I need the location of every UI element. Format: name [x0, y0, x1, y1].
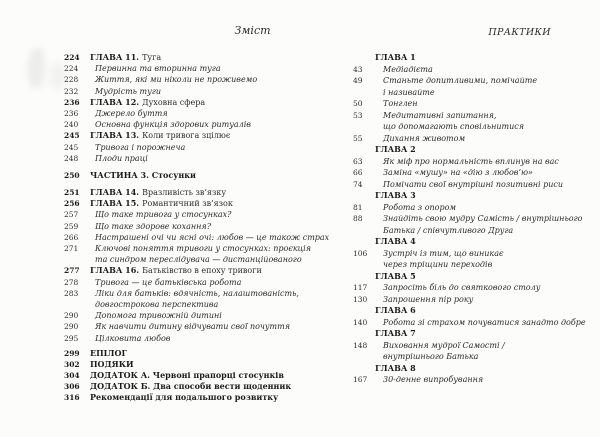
toc-entry: [64, 381, 319, 392]
entry-title: Виховання мудрої Самості /: [383, 340, 505, 350]
entry-title: Цілковита любов: [95, 333, 171, 343]
entry-page-number: 278: [64, 277, 79, 287]
entry-page-number: 259: [64, 221, 79, 231]
entry-page-number: 43: [353, 64, 363, 74]
entry-page-number: 140: [353, 317, 368, 327]
entry-title: Знайдіть свою мудру Самість / внутрішнього: [383, 214, 583, 223]
toc-entry: [353, 87, 588, 99]
entry-page-number: 228: [64, 75, 79, 85]
entry-page-number: 117: [353, 283, 368, 292]
entry-page-number: 63: [353, 156, 363, 166]
entry-chapter-label: ГЛАВА 13.: [90, 130, 140, 141]
entry-chapter-label: ГЛАВА 15.: [90, 198, 140, 209]
toc-entry: [353, 294, 588, 306]
entry-chapter-title: Коли тривога зцілює: [142, 131, 231, 141]
toc-entry: [64, 130, 319, 141]
entry-title: Ключові поняття тривоги у стосунках: проєкція: [95, 244, 312, 253]
entry-title: ПОДЯКИ: [90, 358, 134, 369]
entry-chapter-label: ГЛАВА 11.: [90, 52, 140, 62]
entry-page-number: 257: [64, 210, 79, 220]
entry-title: Дихання животом: [383, 133, 466, 143]
entry-page-number: 283: [64, 288, 79, 298]
entry-chapter-title: Романтичний зв’язок: [142, 199, 233, 209]
entry-page-number: 236: [64, 97, 80, 107]
toc-entry: [353, 271, 588, 283]
entry-title: Медитативні запитання,: [383, 110, 497, 120]
toc-entry: [64, 52, 319, 63]
entry-title: Запросіть біль до святкового столу: [383, 283, 541, 292]
entry-page-number: 50: [353, 99, 363, 108]
toc-entry: [353, 110, 588, 122]
entry-page-number: 148: [353, 340, 368, 350]
toc-entry: [64, 321, 319, 332]
toc-entry: [353, 213, 588, 225]
toc-entry: [64, 187, 319, 198]
contents-page-header: Зміст: [234, 24, 271, 37]
toc-entry: [353, 144, 588, 156]
entry-page-number: 245: [64, 142, 79, 152]
toc-entry: [353, 179, 588, 191]
entry-title: Як навчити дитину відчувати свої почуття: [95, 322, 291, 332]
entry-title: ГЛАВА 5: [375, 270, 416, 281]
entry-title: Тонглен: [383, 99, 418, 108]
entry-title: Життя, які ми ніколи не проживемо: [95, 75, 258, 85]
entry-title: Помічати свої внутрішні позитивні риси: [383, 179, 564, 189]
entry-title: довгострокова перспектива: [95, 299, 219, 309]
entry-title: через тріщини переходів: [383, 260, 493, 269]
entry-title: ГЛАВА 6: [375, 305, 416, 315]
toc-entry: [353, 167, 588, 179]
entry-page-number: 290: [64, 311, 79, 321]
practices-page-header: ПРАКТИКИ: [488, 27, 551, 38]
entry-title: що допомагають сповільнитися: [383, 122, 525, 131]
entry-page-number: 53: [353, 110, 363, 120]
entry-title: Як міф про нормальність вплинув на вас: [383, 156, 559, 166]
entry-title: [90, 187, 226, 198]
entry-title: Батька / співчутливого Друга: [383, 225, 514, 235]
entry-chapter-label: ГЛАВА 12.: [90, 96, 140, 107]
entry-page-number: 302: [64, 359, 80, 369]
entry-title: Що таке здорове кохання?: [95, 221, 212, 231]
toc-entry: [353, 225, 588, 237]
entry-title: [90, 130, 230, 141]
entry-title: Що таке тривога у стосунках?: [95, 210, 232, 220]
entry-title: Тривога і порожнеча: [95, 142, 186, 152]
entry-chapter-title: Духовна сфера: [142, 97, 206, 107]
toc-entry: [353, 121, 588, 133]
entry-page-number: 251: [64, 188, 80, 198]
entry-title: ГЛАВА 3: [375, 190, 416, 200]
entry-title: Станьте допитливими, помічайте: [383, 76, 538, 85]
entry-page-number: 130: [353, 294, 368, 304]
entry-page-number: 277: [64, 266, 80, 276]
entry-title: ГЛАВА 8: [375, 362, 416, 373]
entry-title: і називайте: [383, 87, 435, 97]
entry-page-number: 81: [353, 202, 363, 212]
toc-entry: [64, 153, 319, 164]
entry-title: Зустріч із тим, що виникає: [383, 248, 504, 258]
toc-left-column: [64, 52, 330, 404]
entry-title: внутрішнього Батька: [383, 352, 479, 361]
entry-page-number: 290: [64, 322, 79, 332]
toc-entry: [353, 190, 588, 202]
toc-entry: [64, 333, 319, 344]
toc-entry: [64, 74, 319, 85]
entry-page-number: 167: [353, 375, 368, 384]
entry-page-number: 49: [353, 76, 363, 85]
toc-entry: [64, 348, 319, 359]
toc-entry: [353, 52, 588, 64]
toc-entry: [64, 198, 319, 209]
toc-entry: [353, 133, 588, 145]
toc-entry: [353, 156, 588, 168]
toc-entry: [64, 142, 319, 153]
entry-title: Робота зі страхом почуватися занадто добре: [383, 317, 586, 327]
entry-page-number: 256: [64, 199, 80, 209]
entry-page-number: 240: [64, 120, 79, 130]
entry-title: ГЛАВА 2: [375, 144, 416, 154]
entry-page-number: 224: [64, 53, 80, 62]
toc-entry: [64, 288, 319, 299]
entry-title: ДОДАТОК Б. Два способи вести щоденник: [90, 381, 292, 392]
entry-page-number: 74: [353, 179, 363, 189]
entry-title: Настрашені очі чи ясні очі: любов — це також страх: [95, 232, 330, 242]
toc-entry: [353, 202, 588, 214]
toc-entry: [353, 351, 588, 363]
entry-title: Допомога тривожній дитині: [95, 311, 222, 321]
entry-page-number: 224: [64, 64, 79, 74]
entry-page-number: 299: [64, 348, 80, 358]
toc-right-column: [353, 52, 588, 386]
toc-entry: [353, 98, 588, 110]
entry-page-number: 88: [353, 214, 363, 223]
entry-title: Мудрість туги: [95, 86, 161, 96]
entry-title: та синдром переслідувача — дистанційованого: [95, 255, 302, 265]
entry-title: 30-денне випробування: [383, 375, 484, 384]
toc-entry: [353, 236, 588, 248]
entry-title: Джерело буття: [95, 108, 168, 118]
entry-title: Запрошення пір року: [383, 294, 474, 304]
entry-page-number: 232: [64, 86, 79, 96]
toc-entry: [64, 209, 319, 220]
toc-entry: [64, 265, 319, 276]
toc-entry: [64, 97, 319, 108]
toc-entry: [64, 221, 319, 232]
entry-chapter-title: Вразливість зв’язку: [142, 188, 227, 198]
toc-entry: [353, 317, 588, 329]
toc-entry: [64, 370, 319, 381]
entry-title: Рекомендації для подальшого розвитку: [90, 392, 279, 403]
entry-title: [90, 198, 233, 209]
entry-page-number: 66: [353, 168, 363, 177]
entry-title: ГЛАВА 7: [375, 328, 416, 338]
entry-chapter-title: Батьківство в епоху тривоги: [142, 266, 262, 276]
toc-entry: [64, 119, 319, 130]
entry-title: Тривога — це батьківська робота: [95, 277, 242, 287]
entry-page-number: 250: [64, 170, 80, 180]
entry-page-number: 304: [64, 371, 80, 381]
toc-entry: [353, 282, 588, 294]
entry-title: ЕПІЛОГ: [90, 347, 127, 358]
entry-page-number: 306: [64, 382, 80, 392]
toc-entry: [353, 328, 588, 340]
scan-smudge: [27, 48, 45, 88]
entry-chapter-label: ГЛАВА 14.: [90, 187, 140, 198]
entry-page-number: 245: [64, 131, 80, 141]
toc-entry: [64, 232, 330, 243]
entry-title: Робота з опором: [383, 202, 457, 212]
entry-title: Медіадієта: [383, 64, 433, 74]
entry-page-number: 271: [64, 244, 79, 253]
entry-title: Заміна «мушу» на «дію з любов’ю»: [383, 168, 533, 177]
toc-entry: [353, 259, 588, 271]
toc-entry: [353, 374, 588, 386]
entry-title: [90, 52, 161, 63]
entry-page-number: 266: [64, 232, 79, 242]
entry-title: ЧАСТИНА 3. Стосунки: [90, 169, 196, 180]
toc-entry: [353, 248, 588, 260]
toc-entry: [64, 243, 319, 254]
entry-page-number: 295: [64, 333, 79, 343]
entry-chapter-label: ГЛАВА 16.: [90, 265, 140, 276]
entry-title: Первинна та вторинна туга: [95, 64, 221, 74]
toc-entry: [64, 254, 319, 265]
toc-entry: [64, 310, 319, 321]
toc-entry: [64, 63, 319, 74]
entry-page-number: 236: [64, 108, 79, 118]
entry-title: ГЛАВА 4: [375, 236, 416, 246]
entry-page-number: 316: [64, 393, 80, 403]
entry-title: [90, 265, 262, 276]
toc-entry: [64, 86, 319, 97]
entry-title: ГЛАВА 1: [375, 52, 416, 62]
entry-page-number: 248: [64, 153, 79, 163]
toc-entry: [64, 299, 319, 310]
toc-entry: [353, 305, 588, 317]
entry-chapter-title: Туга: [142, 53, 162, 62]
toc-entry: [64, 277, 319, 288]
toc-entry: [64, 359, 319, 370]
toc-entry: [64, 392, 319, 403]
entry-page-number: 55: [353, 133, 363, 143]
toc-entry: [64, 108, 319, 119]
entry-title: Ліки для батьків: вдячність, налаштованість,: [95, 288, 299, 298]
entry-page-number: 106: [353, 248, 368, 258]
toc-entry: [64, 170, 319, 181]
toc-entry: [353, 340, 588, 352]
toc-entry: [353, 64, 588, 76]
entry-title: Основна функція здорових ритуалів: [95, 120, 251, 130]
toc-entry: [353, 75, 588, 87]
toc-entry: [353, 363, 588, 375]
entry-title: ДОДАТОК А. Червоні прапорці стосунків: [90, 370, 284, 381]
entry-title: [90, 97, 205, 108]
entry-title: Плоди праці: [95, 153, 148, 163]
